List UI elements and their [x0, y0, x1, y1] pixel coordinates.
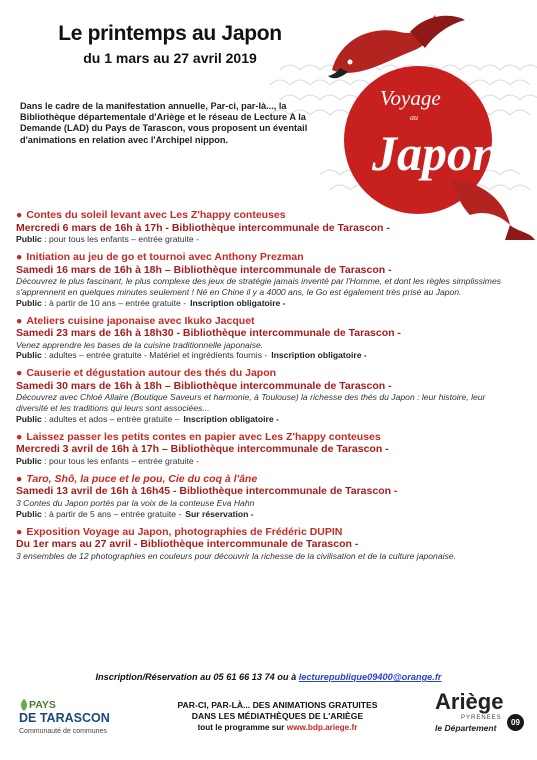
intro-text: Dans le cadre de la manifestation annuelle, Par-ci, par-là..., la Bibliothèque départementale d'Ariège et le réseau de Lecture A la Demande (LAD) du Pays de Tarascon, vous proposent un éventail d'animations en relation avec l'Archipel nippon. — [20, 101, 308, 145]
event-item — [16, 431, 516, 467]
event-public-label: Public — [16, 508, 42, 519]
event-note: Sur réservation - — [185, 508, 254, 519]
event-item — [16, 251, 516, 309]
event-title-text: Taro, Shô, la puce et le pou, Cie du coq à l'âne — [26, 472, 258, 485]
event-title — [16, 431, 516, 444]
event-item — [16, 473, 516, 520]
event-description: 3 ensembles de 12 photographies en couleurs pour découvrir la richesse de la civilisation et de la culture japonaise. — [16, 550, 456, 561]
event-item — [16, 209, 516, 245]
event-public-label: Public — [16, 455, 42, 466]
event-title — [16, 251, 516, 264]
event-title-text: Causerie et dégustation autour des thés du Japon — [26, 367, 277, 380]
event-public — [16, 298, 516, 309]
bullet-icon: ● — [16, 472, 23, 485]
event-title — [16, 367, 516, 380]
bullet-icon: ● — [16, 251, 23, 263]
page-subtitle: du 1 mars au 27 avril 2019 — [83, 50, 257, 66]
event-when: Mercredi 6 mars de 16h à 17h - Bibliothèque intercommunale de Tarascon - — [16, 221, 390, 234]
event-public-text: : adultes – entrée gratuite - Matériel et ingrédients fournis - — [41, 350, 268, 361]
event-public-label: Public — [16, 234, 42, 244]
contact-prefix: Inscription/Réservation au 05 61 66 13 74 ou à — [95, 672, 297, 682]
event-title — [16, 526, 516, 539]
event-public — [16, 509, 516, 520]
event-when: Du 1er mars au 27 avril - Bibliothèque intercommunale de Tarascon - — [16, 538, 359, 551]
bdp-website-link[interactable]: www.bdp.ariege.fr — [286, 723, 358, 732]
logo-dept-number: 09 — [507, 714, 524, 731]
event-title-text: Laissez passer les petits contes en papier avec Les Z'happy conteuses — [26, 430, 381, 443]
page-title: Le printemps au Japon — [58, 22, 282, 45]
footer-line-1: PAR-CI, PAR-LÀ... DES ANIMATIONS GRATUITES — [177, 700, 378, 710]
bullet-icon: ● — [16, 314, 23, 327]
event-public-label: Public — [16, 413, 42, 424]
event-list — [16, 209, 516, 562]
event-when: Mercredi 3 avril de 16h à 17h – Bibliothèque intercommunale de Tarascon - — [16, 443, 389, 456]
bullet-icon: ● — [16, 209, 23, 221]
event-public — [16, 234, 516, 245]
event-when: Samedi 23 mars de 16h à 18h30 - Bibliothèque intercommunale de Tarascon - — [16, 327, 401, 340]
pays-de-tarascon-logo — [15, 697, 125, 745]
event-when: Samedi 30 mars de 16h à 18h – Bibliothèque intercommunale de Tarascon - — [16, 379, 392, 392]
tarascon-leaf-icon — [19, 699, 29, 711]
event-item — [16, 526, 516, 562]
emblem-voyage: Voyage — [380, 86, 441, 110]
footer-line-2: DANS LES MÉDIATHÈQUES DE L'ARIÈGE — [191, 711, 364, 721]
footer-line-3-prefix: tout le programme sur — [197, 723, 285, 732]
event-title-text: Ateliers cuisine japonaise avec Ikuko Jacquet — [26, 314, 255, 327]
event-when: Samedi 13 avril de 16h à 16h45 - Bibliothèque intercommunale de Tarascon - — [16, 485, 398, 498]
event-description: Découvrez le plus fascinant, le plus complexe des jeux de stratégie jamais inventé par l'Homme, et dont les règles simplissimes s'apprennent en quelques minutes seulement ! Né en Chine il y a 4000 ans, le Go est également très prisé au Japon. — [16, 276, 502, 297]
event-public-text: : pour tous les enfants – entrée gratuite - — [41, 455, 199, 466]
event-title-text: Contes du soleil levant avec Les Z'happy conteuses — [26, 209, 286, 221]
event-item — [16, 315, 516, 362]
event-title-text: Exposition Voyage au Japon, photographies de Frédéric DUPIN — [26, 525, 343, 538]
ariege-logo — [435, 689, 525, 749]
event-title — [16, 473, 516, 486]
event-description: Découvrez avec Chloé Allaire (Boutique Saveurs et harmonie, à Toulouse) la richesse des thés du Japon : leur histoire, leur diversité et les traditions qui leurs sont associées... — [16, 392, 486, 414]
koi-fish-top — [328, 15, 465, 78]
logo-communaute: Communauté de communes — [19, 728, 107, 735]
event-public-text: : à partir de 10 ans – entrée gratuite - — [41, 297, 187, 308]
emblem-au: au — [410, 113, 418, 122]
logo-tarascon: DE TARASCON — [19, 711, 110, 725]
bullet-icon: ● — [16, 430, 23, 443]
event-public — [16, 350, 516, 361]
event-public-text: : pour tous les enfants – entrée gratuite - — [41, 234, 199, 244]
event-public-label: Public — [16, 350, 42, 361]
event-title — [16, 209, 516, 222]
event-public — [16, 414, 516, 425]
event-note: Inscription obligatoire - — [183, 413, 279, 424]
logo-ariege: Ariège — [435, 689, 504, 714]
bullet-icon: ● — [16, 525, 23, 538]
event-description: 3 Contes du Japon portés par la voix de la conteuse Eva Hahn — [16, 497, 255, 508]
event-item — [16, 367, 516, 425]
event-public-label: Public — [16, 297, 42, 308]
event-description: Venez apprendre les bases de la cuisine traditionnelle japonaise. — [16, 339, 264, 350]
bullet-icon: ● — [16, 367, 23, 380]
footer-line-3 — [170, 722, 385, 733]
event-note: Inscription obligatoire - — [190, 297, 286, 308]
contact-line — [0, 672, 537, 682]
event-public — [16, 456, 516, 467]
event-public-text: : adultes et ados – entrée gratuite – — [41, 413, 180, 424]
logo-departement: le Département — [435, 723, 497, 733]
emblem-japon: Japon — [372, 125, 500, 181]
footer-center — [170, 700, 385, 733]
logo-pyrenees: PYRENEES — [461, 715, 502, 721]
event-public-text: : à partir de 5 ans – entrée gratuite - — [41, 508, 182, 519]
event-note: Inscription obligatoire - — [271, 350, 367, 361]
event-when: Samedi 16 mars de 16h à 18h – Bibliothèque intercommunale de Tarascon - — [16, 263, 392, 276]
event-title-text: Initiation au jeu de go et tournoi avec Anthony Prezman — [26, 251, 304, 263]
logo-pays: PAYS — [29, 699, 56, 711]
contact-email-link[interactable]: lecturepublique09400@orange.fr — [298, 672, 442, 682]
event-title — [16, 315, 516, 328]
